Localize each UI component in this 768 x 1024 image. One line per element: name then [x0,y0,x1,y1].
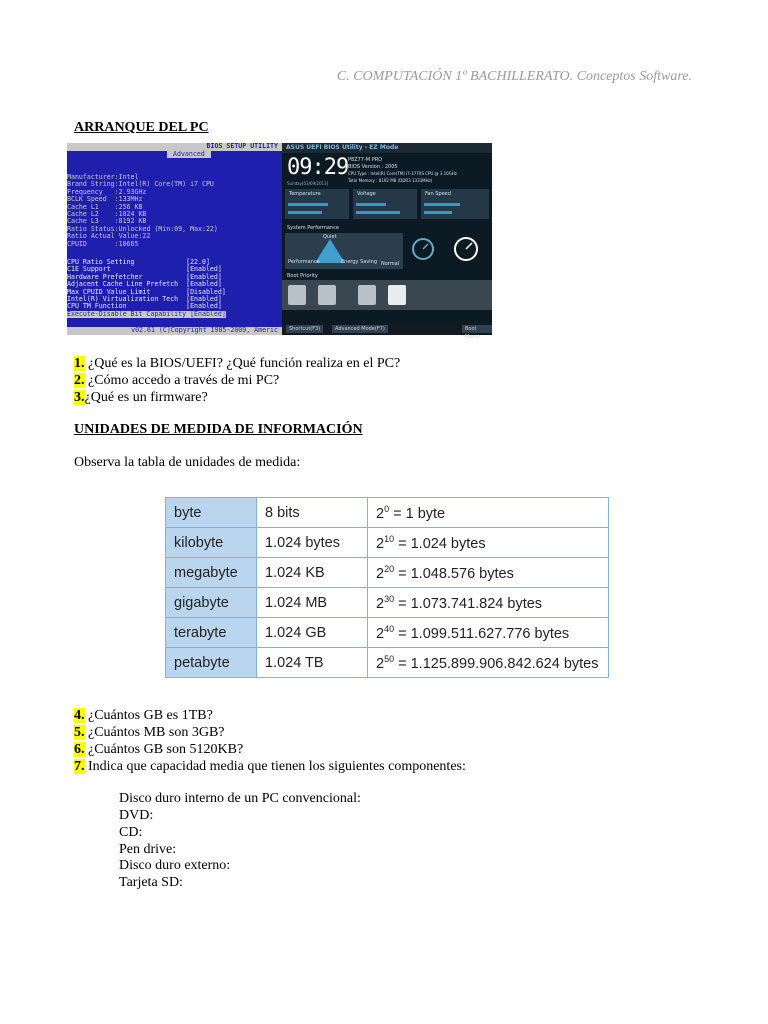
bios-info-line: Cache L3 :8192 KB [67,217,147,226]
unit-power: $2^{10} = 1.024$ bytes [368,528,609,558]
bios-info-line: Ratio Actual Value:22 [67,232,151,241]
question-text: ¿Cuántos GB son 5120KB? [84,742,244,757]
system-performance-label: System Performance [287,225,339,231]
unit-power: $2^{30} = 1.073.741.824$ bytes [368,588,609,618]
advanced-mode-button: Advanced Mode(F7) [332,325,388,333]
bios-option-selected: Execute-Disable Bit Capability [Enabled] [67,309,226,318]
boot-usb-icon [388,285,406,305]
bios-option: CPU TM Function [Enabled] [67,302,222,311]
table-row [166,648,609,678]
boot-priority-bar [282,280,492,310]
uefi-info-line: CPU Type : Intel(R) Core(TM) i7-3770S CPU @ 3.10GHz [348,171,457,176]
unit-name: byte [166,498,257,528]
table-intro: Observa la tabla de unidades de medida: [74,455,301,470]
uefi-info-line: BIOS Version : 2005 [348,164,398,170]
bios-setup-panel [67,143,282,335]
component-item: Disco duro interno de un PC convencional: [119,791,361,806]
boot-disk-icon [318,285,336,305]
bios-option: Hardware Prefetcher [Enabled] [67,272,222,281]
table-row [166,588,609,618]
table-row [166,558,609,588]
uefi-date: Sunday[03/09/2013] [287,181,329,186]
uefi-info-line: Total Memory : 8192 MB (DDR3 1333MHz) [348,178,433,183]
component-item: Disco duro externo: [119,858,231,873]
bios-option: CPU Ratio Setting [22.0] [67,258,210,266]
bios-option: Adjacent Cache Line Prefetch [Enabled] [67,280,222,289]
question-6 [74,741,243,758]
unit-size: 1.024 bytes [257,528,368,558]
question-text: Indica que capacidad media que tienen los siguientes componentes: [84,759,466,774]
unit-power: $2^{20} = 1.048.576$ bytes [368,558,609,588]
question-text: ¿Qué es la BIOS/UEFI? ¿Qué función realiza en el PC? [84,356,401,371]
unit-name: megabyte [166,558,257,588]
bios-option: Max CPUID Value Limit [Disabled] [67,287,226,296]
temperature-label: Temperature [289,191,321,197]
bios-info-line: Manufacturer:Intel [67,173,139,181]
unit-size: 1.024 GB [257,618,368,648]
table-row [166,528,609,558]
shortcut-button: Shortcut(F3) [286,325,323,333]
component-item: CD: [119,825,143,840]
unit-name: petabyte [166,648,257,678]
temperature-panel [285,189,349,219]
uefi-brand: ASUS UEFI BIOS Utility - EZ Mode [286,144,399,151]
fan-speed-label: Fan Speed [425,191,451,197]
question-number: 1. [74,356,85,371]
question-7 [74,758,466,775]
bios-screenshot [67,142,492,340]
boot-disk-icon [288,285,306,305]
question-5 [74,724,225,741]
unit-name: terabyte [166,618,257,648]
question-3 [74,389,208,406]
bios-footer: v02.61 (C)Copyright 1985-2009, Americ [67,327,282,335]
page-header: C. COMPUTACIÓN 1º BACHILLERATO. Conceptos Software. [336,69,692,84]
question-1 [74,355,400,372]
question-number: 2. [74,373,85,388]
table-row [166,498,609,528]
perf-performance-label: Performance [288,259,320,265]
fan-speed-panel [421,189,489,219]
perf-quiet-label: Quiet [323,234,337,240]
units-table [165,497,609,678]
bios-info-line: CPUID :10665 [67,239,139,248]
unit-size: 1.024 KB [257,558,368,588]
uefi-clock: 09:29 [287,155,349,180]
question-number: 5. [74,725,85,740]
question-number: 6. [74,742,85,757]
bios-option: Intel(R) Virtualization Tech [Enabled] [67,295,222,303]
table-row [166,618,609,648]
performance-mode-panel [285,233,403,269]
bios-title: BIOS SETUP UTILITY [67,143,282,151]
boot-disk-icon [358,285,376,305]
question-text: ¿Cuántos GB es 1TB? [84,708,213,723]
question-2 [74,372,279,389]
uefi-info-line: P8Z77-M PRO [348,157,383,163]
unit-size: 1.024 MB [257,588,368,618]
unit-name: gigabyte [166,588,257,618]
perf-energy-label: Energy Saving [341,259,378,265]
unit-size: 1.024 TB [257,648,368,678]
bios-info-line: Ratio Status:Unlocked (Min:09, Max:22) [67,224,218,233]
boot-menu-button: Boot Menu [462,325,492,333]
question-4 [74,707,213,724]
unit-name: kilobyte [166,528,257,558]
bios-info-line: Brand String:Intel(R) Core(TM) i7 CPU [67,180,214,189]
unit-size: 8 bits [257,498,368,528]
question-number: 3. [74,390,85,405]
bios-tab-advanced: Advanced [167,151,211,158]
section-heading-unidades: UNIDADES DE MEDIDA DE INFORMACIÓN [74,422,363,437]
component-item: Pen drive: [119,842,177,857]
unit-power: $2^{40} = 1.099.511.627.776$ bytes [368,618,609,648]
unit-power: $2^{50} = 1.125.899.906.842.624$ bytes [368,648,609,678]
voltage-panel [353,189,417,219]
section-heading-arranque: ARRANQUE DEL PC [74,120,209,135]
component-item: DVD: [119,808,154,823]
component-item: Tarjeta SD: [119,875,183,890]
bios-info-line: Cache L2 :1024 KB [67,210,147,218]
uefi-ez-mode-panel [282,143,492,340]
perf-normal-label: Normal [381,261,400,267]
uefi-bottom-bar [282,323,492,340]
question-text: ¿Cuántos MB son 3GB? [84,725,225,740]
uefi-top-bar [282,143,492,153]
question-text: ¿Qué es un firmware? [84,390,208,405]
question-number: 4. [74,708,85,723]
gauge-icons [408,233,488,269]
unit-power: $2^0 = 1$ byte [368,498,609,528]
bios-info-line: Frequency :2.93GHz [67,187,147,196]
boot-priority-label: Boot Priority [287,273,318,279]
bios-info-line: BCLK Speed :133MHz [67,195,143,204]
bios-info-line: Cache L1 :256 KB [67,202,143,211]
voltage-label: Voltage [357,191,376,197]
bios-option: C1E Support [Enabled] [67,265,222,274]
question-text: ¿Cómo accedo a través de mi PC? [84,373,280,388]
question-number: 7. [74,759,85,774]
